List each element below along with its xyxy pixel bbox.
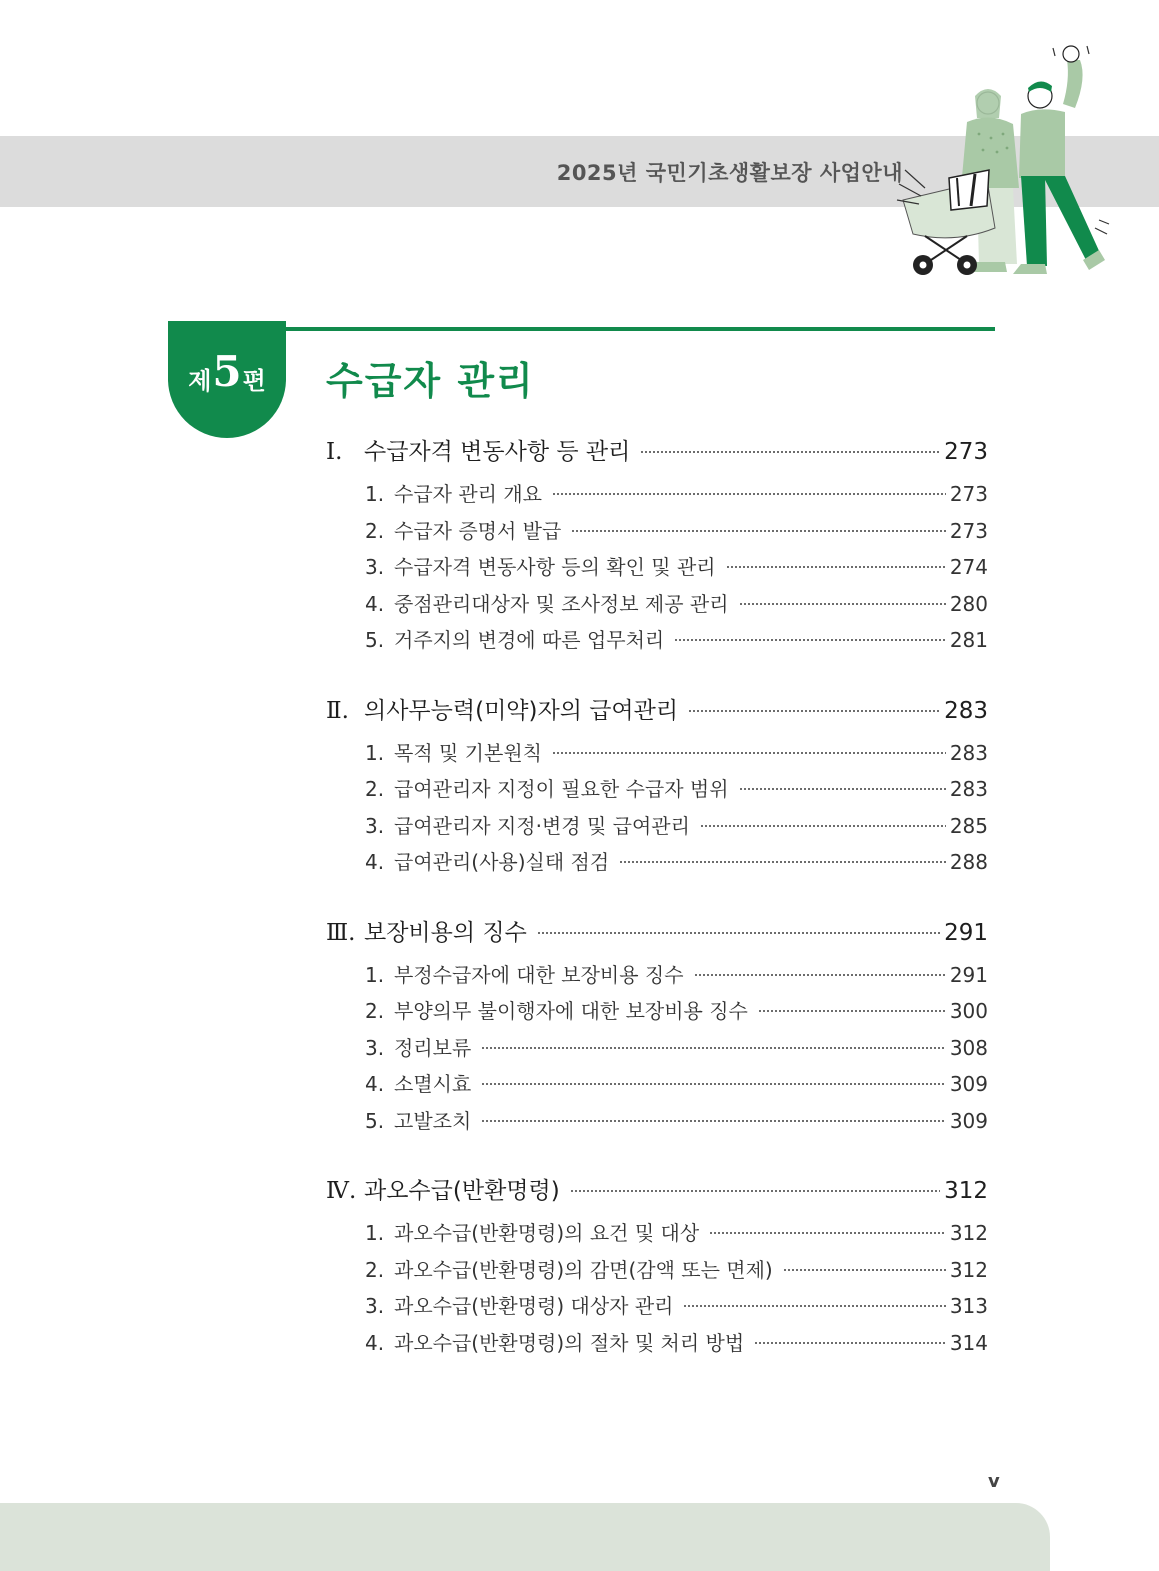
entry-page: 273 (949, 518, 988, 543)
entry-title: 급여관리자 지정·변경 및 급여관리 (394, 813, 690, 838)
section-page: 283 (944, 697, 988, 724)
entry-page: 281 (949, 628, 988, 652)
dot-leader (619, 859, 946, 865)
entry-title: 목적 및 기본원칙 (394, 740, 542, 765)
part-prefix: 제 (188, 366, 212, 395)
entry-page: 280 (949, 591, 988, 616)
entry-number: 2. (365, 1257, 385, 1282)
table-of-contents (326, 430, 988, 1391)
dot-leader (481, 1045, 946, 1051)
toc-entry[interactable] (326, 586, 988, 623)
dot-leader (739, 786, 946, 792)
toc-entry[interactable] (326, 1325, 988, 1362)
entry-page: 283 (949, 777, 988, 801)
entry-title: 급여관리(사용)실태 점검 (394, 850, 610, 874)
part-suffix: 편 (242, 366, 266, 395)
toc-section-heading[interactable] (326, 430, 988, 474)
entry-page: 309 (949, 1108, 988, 1133)
section-title: 보장비용의 징수 (364, 919, 527, 946)
part-title: 수급자 관리 (326, 359, 535, 403)
toc-section (326, 1169, 988, 1361)
toc-entry[interactable] (326, 735, 988, 772)
section-numeral: Ⅰ. (326, 439, 343, 465)
section-numeral: Ⅲ. (326, 919, 356, 946)
part-number: 5 (212, 347, 242, 396)
dot-leader (683, 1303, 945, 1309)
toc-section-heading[interactable] (326, 1169, 988, 1213)
toc-entry[interactable] (326, 1030, 988, 1067)
dot-leader (552, 491, 946, 497)
section-title: 과오수급(반환명령) (364, 1178, 560, 1204)
dot-leader (694, 972, 946, 978)
entry-page: 308 (949, 1035, 988, 1060)
footer-band (0, 1503, 1050, 1571)
entry-title: 정리보류 (394, 1035, 472, 1060)
section-page: 273 (944, 439, 988, 465)
entry-title: 과오수급(반환명령)의 감면(감액 또는 면제) (394, 1257, 773, 1282)
family-stroller-illustration (895, 38, 1115, 283)
toc-entry[interactable] (326, 549, 988, 586)
entry-title: 수급자 관리 개요 (394, 482, 542, 506)
entry-title: 과오수급(반환명령)의 요건 및 대상 (394, 1221, 700, 1245)
toc-entry[interactable] (326, 808, 988, 845)
dot-leader (481, 1081, 946, 1087)
entry-page: 285 (949, 813, 988, 838)
entry-page: 283 (949, 740, 988, 765)
dot-leader (739, 601, 946, 607)
entry-page: 288 (949, 850, 988, 874)
toc-entry[interactable] (326, 513, 988, 550)
toc-section (326, 911, 988, 1140)
entry-number: 4. (365, 850, 385, 874)
entry-number: 4. (365, 591, 385, 616)
entry-number: 1. (365, 1221, 385, 1245)
toc-entry[interactable] (326, 476, 988, 513)
entry-title: 중점관리대상자 및 조사정보 제공 관리 (394, 591, 729, 616)
toc-section (326, 430, 988, 659)
section-title: 의사무능력(미약)자의 급여관리 (364, 697, 679, 724)
entry-number: 3. (365, 813, 385, 838)
dot-leader (640, 449, 940, 455)
entry-title: 급여관리자 지정이 필요한 수급자 범위 (394, 777, 729, 801)
toc-entry[interactable] (326, 957, 988, 994)
entry-page: 312 (949, 1221, 988, 1245)
entry-page: 309 (949, 1072, 988, 1096)
toc-entry[interactable] (326, 1252, 988, 1289)
dot-leader (758, 1008, 946, 1014)
dot-leader (552, 750, 946, 756)
part-number-badge (168, 321, 286, 438)
entry-number: 2. (365, 999, 385, 1023)
dot-leader (754, 1340, 946, 1346)
entry-title: 부정수급자에 대한 보장비용 징수 (394, 962, 684, 987)
dot-leader (481, 1118, 946, 1124)
entry-number: 2. (365, 777, 385, 801)
entry-page: 314 (949, 1330, 988, 1355)
entry-number: 1. (365, 740, 385, 765)
entry-page: 300 (949, 999, 988, 1023)
entry-title: 고발조치 (394, 1108, 472, 1133)
toc-entry[interactable] (326, 771, 988, 808)
toc-entry[interactable] (326, 993, 988, 1030)
dot-leader (709, 1230, 946, 1236)
toc-section-heading[interactable] (326, 689, 988, 733)
section-page: 291 (944, 919, 988, 946)
toc-entry[interactable] (326, 844, 988, 881)
entry-page: 313 (949, 1294, 988, 1318)
entry-number: 3. (365, 1035, 385, 1060)
dot-leader (783, 1267, 946, 1273)
entry-number: 1. (365, 962, 385, 987)
entry-title: 수급자격 변동사항 등의 확인 및 관리 (394, 555, 716, 579)
toc-entry[interactable] (326, 622, 988, 659)
entry-page: 312 (949, 1257, 988, 1282)
entry-number: 3. (365, 555, 385, 579)
dot-leader (571, 528, 946, 534)
toc-section (326, 689, 988, 881)
entry-title: 부양의무 불이행자에 대한 보장비용 징수 (394, 999, 748, 1023)
dot-leader (726, 564, 946, 570)
toc-entry[interactable] (326, 1066, 988, 1103)
entry-number: 5. (365, 1108, 385, 1133)
entry-number: 5. (365, 628, 385, 652)
dot-leader (537, 930, 940, 936)
entry-page: 291 (949, 962, 988, 987)
entry-number: 1. (365, 482, 385, 506)
document-header-title: 2025년 국민기초생활보장 사업안내 (556, 161, 903, 185)
entry-number: 4. (365, 1330, 385, 1355)
entry-number: 3. (365, 1294, 385, 1318)
entry-title: 과오수급(반환명령)의 절차 및 처리 방법 (394, 1330, 745, 1355)
dot-leader (700, 823, 946, 829)
entry-page: 274 (949, 555, 988, 579)
section-title: 수급자격 변동사항 등 관리 (364, 439, 631, 465)
dot-leader (570, 1188, 940, 1194)
entry-title: 과오수급(반환명령) 대상자 관리 (394, 1294, 674, 1318)
part-title-rule (286, 327, 995, 331)
section-page: 312 (944, 1178, 988, 1204)
page-number: v (988, 1471, 1000, 1492)
toc-entry[interactable] (326, 1215, 988, 1252)
dot-leader (674, 637, 946, 643)
toc-entry[interactable] (326, 1288, 988, 1325)
section-numeral: Ⅱ. (326, 697, 349, 724)
entry-number: 2. (365, 518, 385, 543)
toc-entry[interactable] (326, 1103, 988, 1140)
section-numeral: Ⅳ. (326, 1178, 357, 1204)
entry-number: 4. (365, 1072, 385, 1096)
entry-title: 거주지의 변경에 따른 업무처리 (394, 628, 665, 652)
toc-section-heading[interactable] (326, 911, 988, 955)
entry-title: 수급자 증명서 발급 (394, 518, 562, 543)
entry-page: 273 (949, 482, 988, 506)
entry-title: 소멸시효 (394, 1072, 472, 1096)
dot-leader (688, 708, 940, 714)
